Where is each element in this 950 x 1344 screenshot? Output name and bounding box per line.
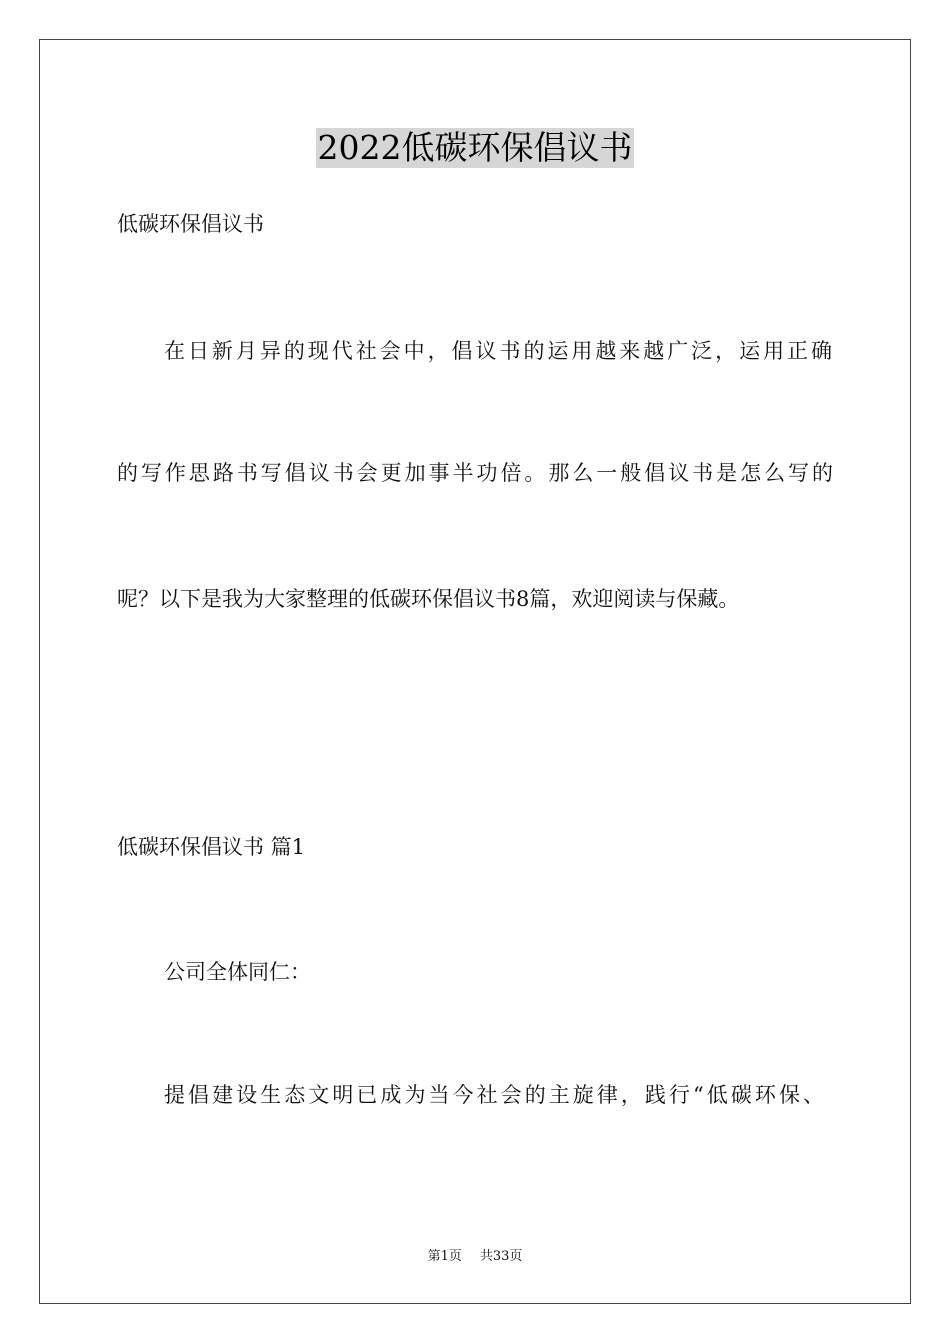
intro-line-2-text: 的写作思路书写倡议书会更加事半功倍。那么一般倡议书是怎么写的 <box>117 461 833 485</box>
document-title: 2022低碳环保倡议书 <box>317 128 633 167</box>
intro-paragraph-line-2 <box>117 459 833 487</box>
body-line-1-text: 提倡建设生态文明已成为当今社会的主旋律，践行“低碳环保、 <box>164 1083 824 1107</box>
document-subtitle: 低碳环保倡议书 <box>117 212 264 236</box>
salutation: 公司全体同仁： <box>164 960 311 984</box>
intro-paragraph-line-1 <box>164 337 832 365</box>
body-paragraph-line-1 <box>164 1081 824 1109</box>
section-heading: 低碳环保倡议书 篇1 <box>117 835 306 859</box>
intro-line-1-text: 在日新月异的现代社会中，倡议书的运用越来越广泛，运用正确 <box>164 339 832 363</box>
page-number: 第1页 <box>427 1249 462 1264</box>
page-total: 共33页 <box>479 1249 523 1264</box>
intro-paragraph-line-3: 呢？以下是我为大家整理的低碳环保倡议书8篇，欢迎阅读与保藏。 <box>117 587 740 611</box>
page-footer <box>0 1248 950 1266</box>
title-container <box>0 128 950 168</box>
